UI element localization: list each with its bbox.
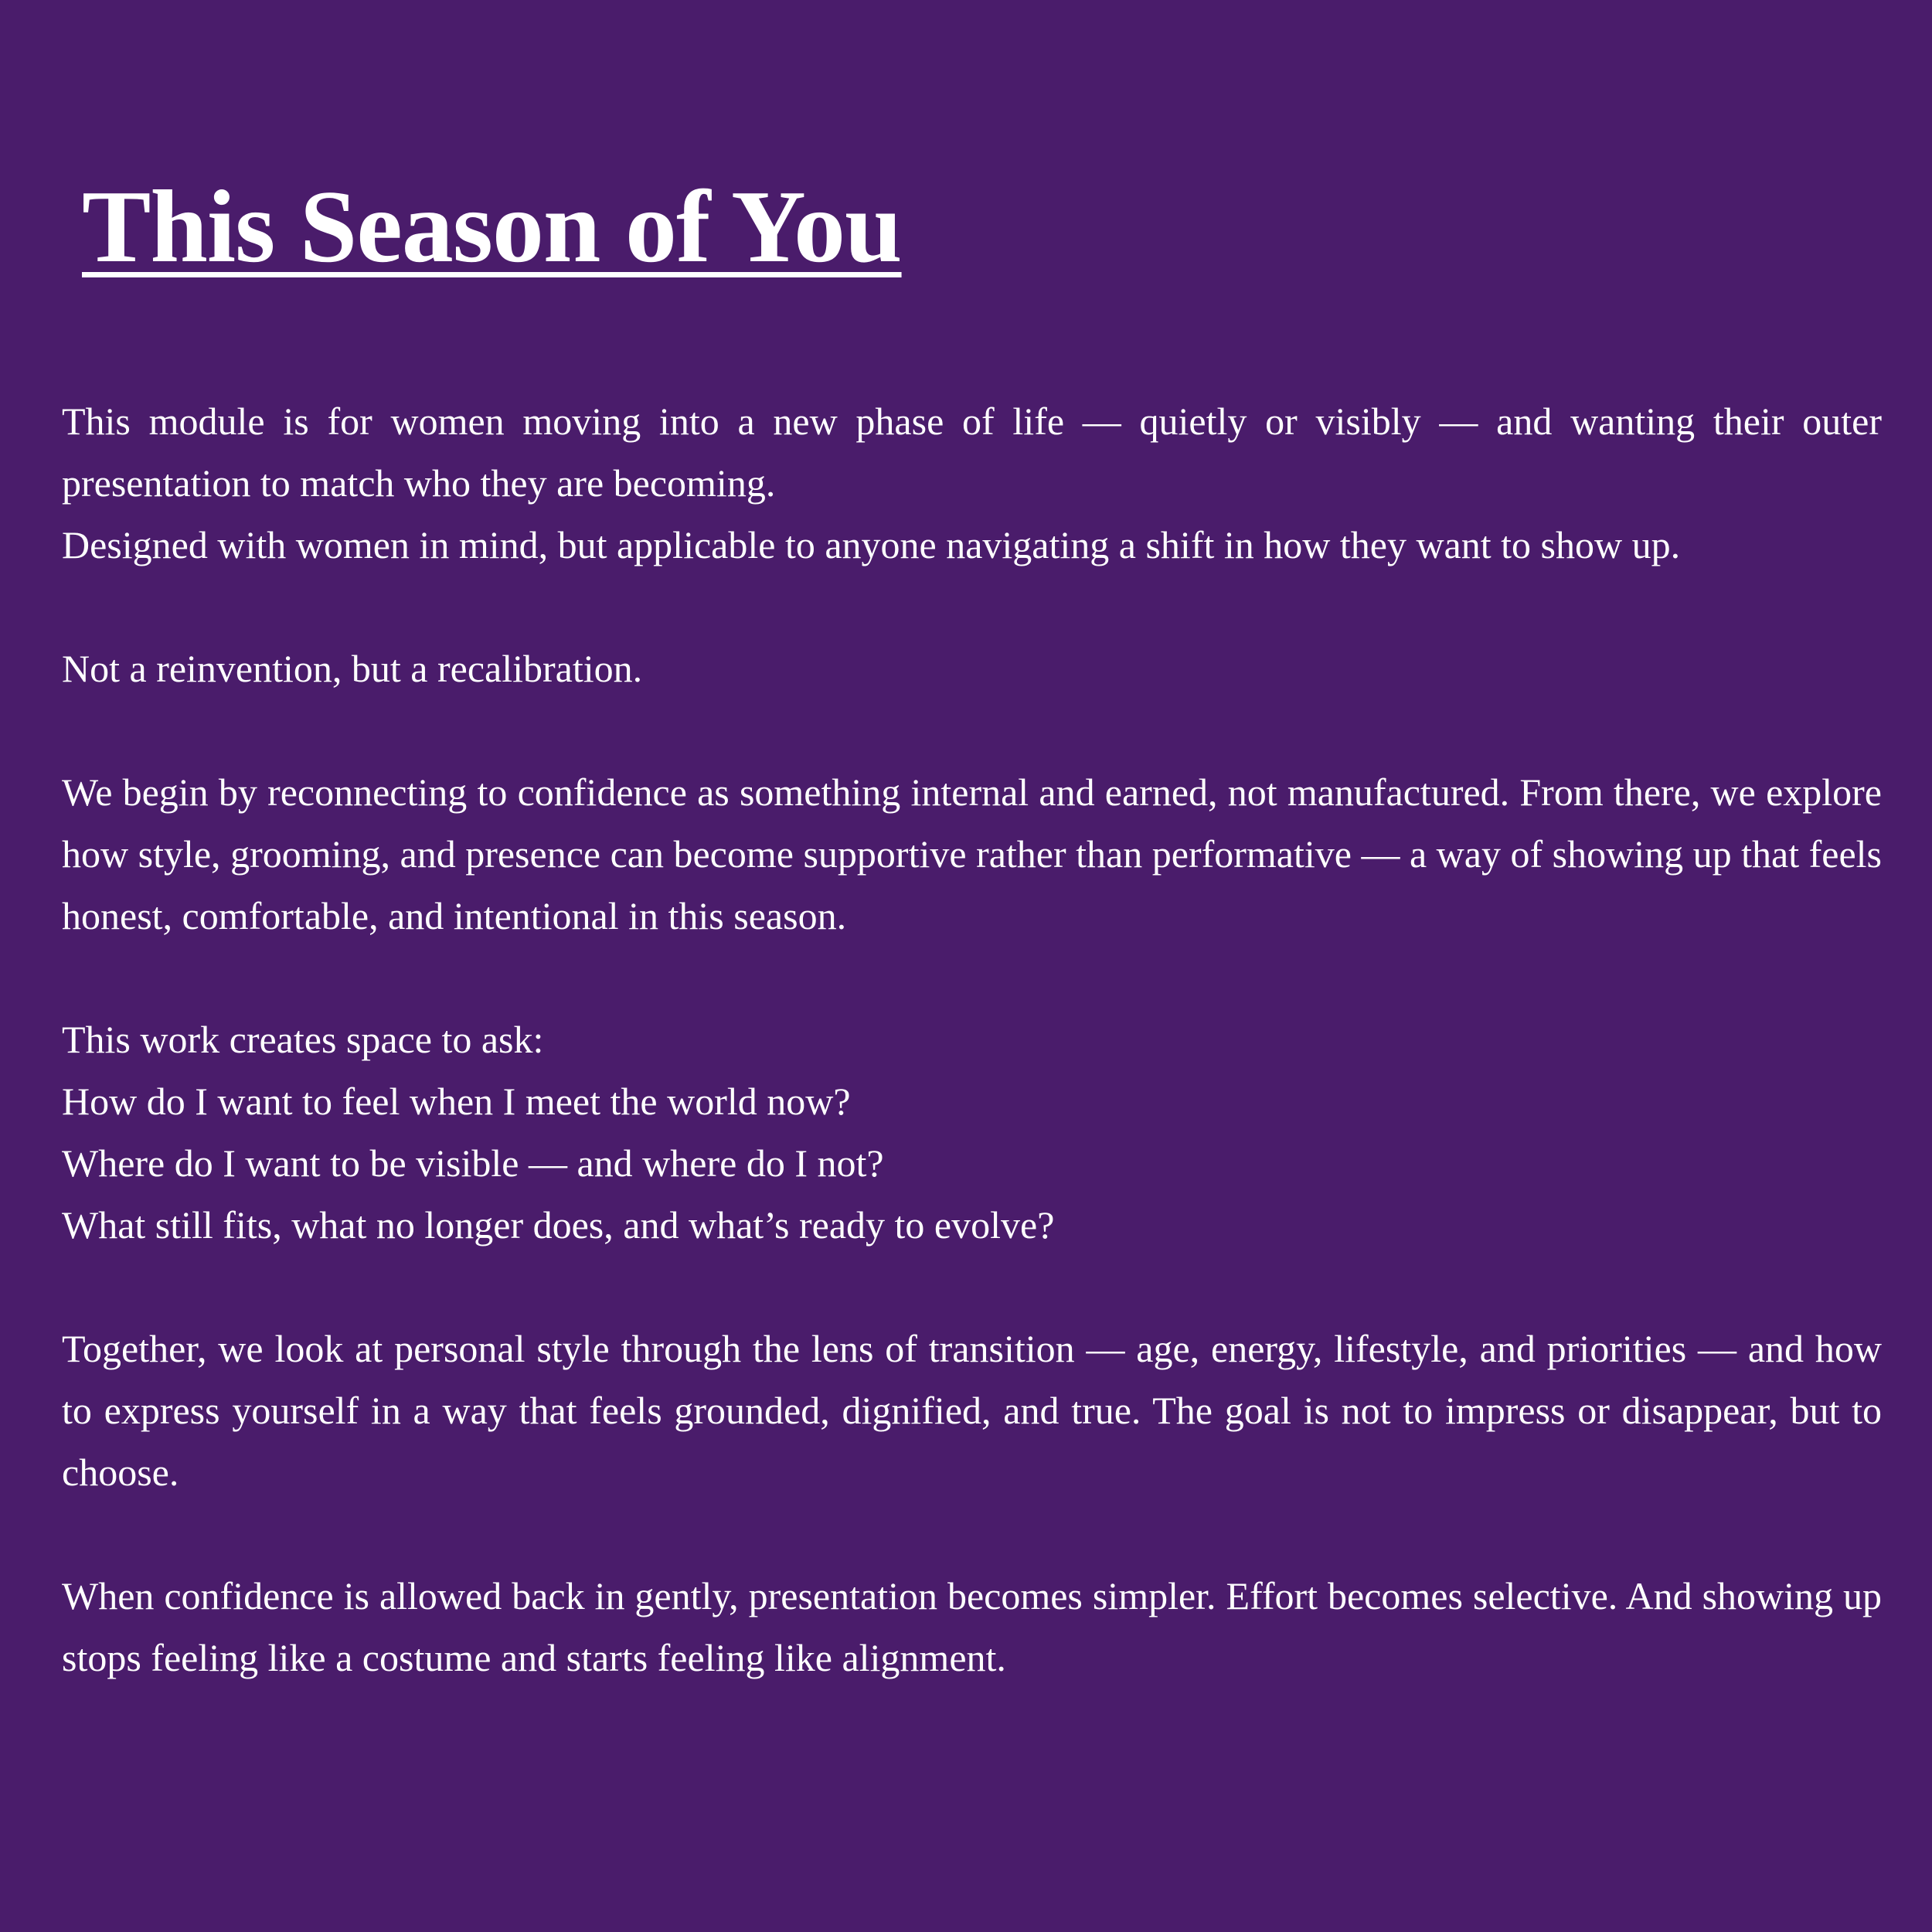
approach-paragraph: We begin by reconnecting to confidence as something internal and earned, not manufactured. From there, we explore how style, grooming, and presence can become supportive rather than performative — a way of showing up that feels honest, comfortable, and intentional in this season. <box>62 770 1882 937</box>
spacer <box>62 1256 1882 1318</box>
question-item: How do I want to feel when I meet the world now? <box>62 1080 851 1123</box>
tagline-paragraph: Not a reinvention, but a recalibration. <box>62 647 643 690</box>
audience-paragraph: Designed with women in mind, but applicable to anyone navigating a shift in how they want to show up. <box>62 523 1681 566</box>
questions-lead: This work creates space to ask: <box>62 1018 544 1061</box>
document-page <box>62 0 1882 1932</box>
spacer <box>62 699 1882 761</box>
body-text <box>62 390 1882 1689</box>
question-item: What still fits, what no longer does, and what’s ready to evolve? <box>62 1203 1055 1247</box>
spacer <box>62 1503 1882 1565</box>
spacer <box>62 947 1882 1009</box>
closing-paragraph: When confidence is allowed back in gently, presentation becomes simpler. Effort becomes selective. And showing up stops feeling like a costume and starts feeling like alignment. <box>62 1574 1882 1679</box>
question-item: Where do I want to be visible — and where do I not? <box>62 1141 884 1185</box>
page-title: This Season of You <box>82 169 902 284</box>
spacer <box>62 576 1882 638</box>
together-paragraph: Together, we look at personal style through the lens of transition — age, energy, lifestyle, and priorities — and how to express yourself in a way that feels grounded, dignified, and true. The goal is not to impress or disappear, but to choose. <box>62 1327 1882 1494</box>
intro-paragraph: This module is for women moving into a new phase of life — quietly or visibly — and wanting their outer presentation to match who they are becoming. <box>62 400 1882 505</box>
